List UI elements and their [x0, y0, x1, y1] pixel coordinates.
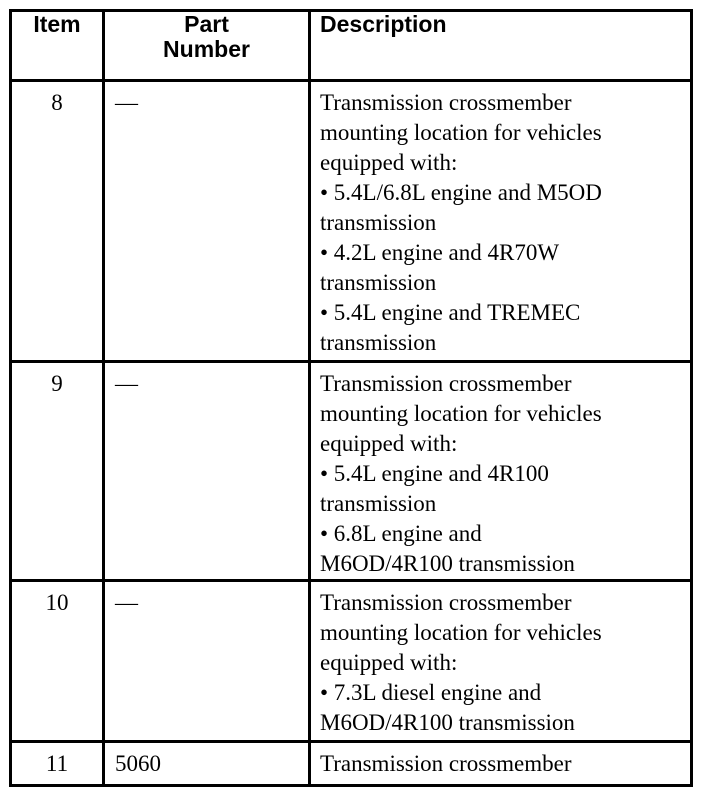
description-line: Transmission crossmember: [320, 371, 572, 396]
parts-table-page: [9, 9, 690, 785]
description-line: Transmission crossmember: [320, 90, 572, 115]
item-number: 10: [45, 590, 69, 615]
description-cell: [310, 581, 692, 742]
description-line: Transmission crossmember: [320, 590, 572, 615]
part-number-cell: [104, 742, 310, 786]
part-number: —: [115, 590, 138, 615]
description-bullet-line: • 5.4L engine and 4R100: [320, 461, 549, 486]
description-line: M6OD/4R100 transmission: [320, 551, 575, 576]
column-header-part-label-line2: Number: [163, 36, 250, 62]
column-header-item: [11, 11, 104, 81]
column-header-item-label: Item: [33, 11, 81, 37]
column-header-description: [310, 11, 692, 81]
part-number: —: [115, 90, 138, 115]
item-number: 8: [51, 90, 63, 115]
part-number-cell: [104, 81, 310, 362]
table-header-row: [11, 11, 692, 81]
description-line: transmission: [320, 491, 437, 516]
table-row: [11, 362, 692, 581]
description-line: M6OD/4R100 transmission: [320, 710, 575, 735]
description-line: mounting location for vehicles: [320, 401, 602, 426]
item-number-cell: [11, 362, 104, 581]
item-number-cell: [11, 742, 104, 786]
table-row: [11, 581, 692, 742]
description-bullet-line: • 5.4L/6.8L engine and M5OD: [320, 180, 602, 205]
description-cell: [310, 81, 692, 362]
description-line: transmission: [320, 330, 437, 355]
parts-table: [9, 9, 693, 787]
description-line: Transmission crossmember: [320, 751, 572, 776]
column-header-description-label: Description: [320, 11, 447, 37]
item-number: 9: [51, 371, 63, 396]
column-header-part-number: [104, 11, 310, 81]
column-header-part-label-line1: Part: [184, 11, 229, 37]
item-number-cell: [11, 81, 104, 362]
description-bullet-line: • 4.2L engine and 4R70W: [320, 240, 560, 265]
description-bullet-line: • 5.4L engine and TREMEC: [320, 300, 581, 325]
item-number-cell: [11, 581, 104, 742]
table-row: [11, 81, 692, 362]
description-line: transmission: [320, 210, 437, 235]
item-number: 11: [45, 751, 69, 776]
description-cell: [310, 362, 692, 581]
part-number: —: [115, 371, 138, 396]
description-line: transmission: [320, 270, 437, 295]
part-number: 5060: [115, 751, 161, 776]
description-line: equipped with:: [320, 150, 458, 175]
description-cell: [310, 742, 692, 786]
description-line: equipped with:: [320, 650, 458, 675]
description-line: equipped with:: [320, 431, 458, 456]
part-number-cell: [104, 581, 310, 742]
description-line: mounting location for vehicles: [320, 620, 602, 645]
description-bullet-line: • 7.3L diesel engine and: [320, 680, 542, 705]
description-line: mounting location for vehicles: [320, 120, 602, 145]
part-number-cell: [104, 362, 310, 581]
description-bullet-line: • 6.8L engine and: [320, 521, 482, 546]
table-row: [11, 742, 692, 786]
